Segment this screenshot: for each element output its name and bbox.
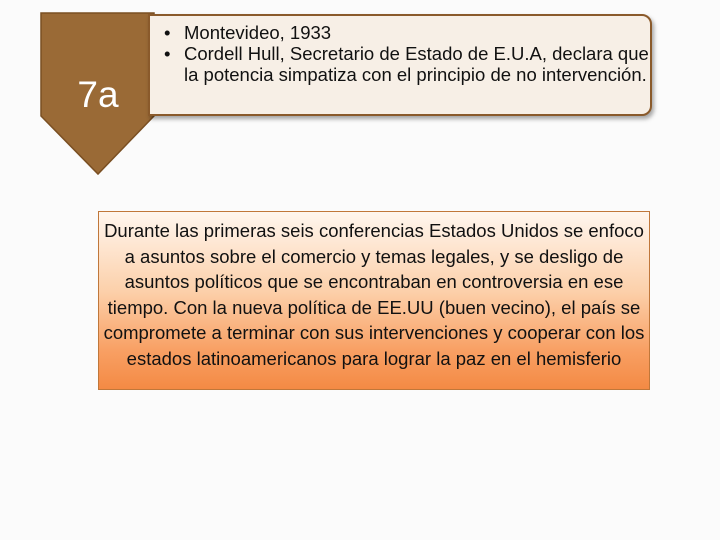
bullet-text: Montevideo, 1933 (184, 22, 332, 43)
summary-callout: Durante las primeras seis conferencias Estados Unidos se enfoco a asuntos sobre el comercio y temas legales, y se desligo de asuntos políticos que se encontraban en controversia en ese tiempo. Con la nueva política de EE.UU (buen vecino), el país se compromete a terminar con sus intervenciones y cooperar con los estados latinoamericanos para lograr la paz en el hemisferio (98, 211, 650, 390)
bullet-item (164, 22, 650, 43)
bullet-list (150, 16, 650, 85)
bullet-dot-icon: • (164, 43, 171, 64)
slide-number-label: 7a (77, 74, 119, 115)
bullet-box (148, 14, 652, 116)
bullet-dot-icon: • (164, 22, 171, 43)
bullet-item (164, 43, 650, 85)
bullet-text: Cordell Hull, Secretario de Estado de E.U.A, declara que la potencia simpatiza con el principio de no intervención. (184, 43, 649, 85)
